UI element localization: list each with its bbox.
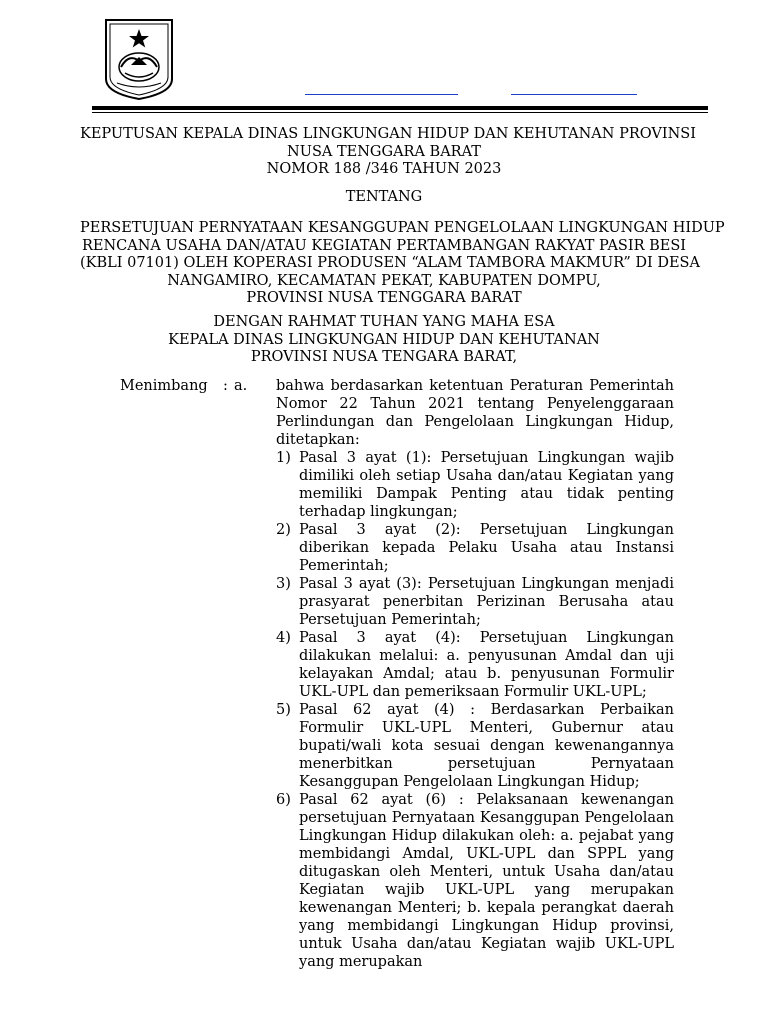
list-item-text: Pasal 62 ayat (6) : Pelaksanaan kewenangan persetujuan Pernyataan Kesanggupan Pengelolaan Lingkungan Hidup dilakukan oleh: a. pejabat yang membidangi Amdal, UKL-UPL dan SPPL yang ditugaskan oleh Menteri, untuk Usaha dan/atau Kegiatan wajib UKL-UPL yang merupakan kewenangan Menteri; b. kepala perangkat daerah yang membidangi Lingkungan Hidup provinsi, untuk Usaha dan/atau Kegiatan wajib UKL-UPL yang merupakan xyxy=(299,792,674,970)
preamble-line-2: KEPALA DINAS LINGKUNGAN HIDUP DAN KEHUTANAN xyxy=(168,331,600,348)
tentang-label: TENTANG xyxy=(345,189,423,205)
list-item-text: Pasal 3 ayat (2): Persetujuan Lingkungan diberikan kepada Pelaku Usaha atau Instansi Pemerintah; xyxy=(299,522,674,574)
subject-line-4: NANGAMIRO, KECAMATAN PEKAT, KABUPATEN DOMPU, xyxy=(167,272,601,289)
subject-line-3: (KBLI 07101) OLEH KOPERASI PRODUSEN “ALAM TAMBORA MAKMUR” DI DESA xyxy=(80,255,700,271)
list-item-text: Pasal 3 ayat (1): Persetujuan Lingkungan wajib dimiliki oleh setiap Usaha dan/atau Kegiatan yang memiliki Dampak Penting atau tidak penting terhadap lingkungan; xyxy=(299,450,674,520)
list-item-number: 4) xyxy=(276,630,291,646)
letterhead-rule-thick xyxy=(92,106,708,110)
list-item-number: 5) xyxy=(276,702,291,718)
list-item-number: 3) xyxy=(276,576,291,592)
preamble-line-1: DENGAN RAHMAT TUHAN YANG MAHA ESA xyxy=(213,314,555,330)
subject-line-2: RENCANA USAHA DAN/ATAU KEGIATAN PERTAMBANGAN RAKYAT PASIR BESI xyxy=(81,237,687,254)
subject-line-1: PERSETUJUAN PERNYATAAN KESANGGUPAN PENGELOLAAN LINGKUNGAN HIDUP xyxy=(80,220,725,236)
list-item-text: Pasal 3 ayat (3): Persetujuan Lingkungan menjadi prasyarat penerbitan Perizinan Berusaha atau Persetujuan Pemerintah; xyxy=(299,576,674,628)
list-item-text: Pasal 62 ayat (4) : Berdasarkan Perbaikan Formulir UKL-UPL Menteri, Gubernur atau bupati/wali kota sesuai dengan kewenangannya menerbitkan persetujuan Pernyataan Kesanggupan Pengelolaan Lingkungan Hidup; xyxy=(299,702,674,790)
tentang-heading xyxy=(80,189,688,207)
subject-line-5: PROVINSI NUSA TENGGARA BARAT xyxy=(246,290,522,306)
list-item xyxy=(276,521,674,575)
list-item xyxy=(276,701,674,791)
letterhead-link-line-1 xyxy=(305,94,458,95)
menimbang-colon: : xyxy=(223,378,228,394)
provincial-emblem-icon xyxy=(103,17,175,101)
menimbang-list xyxy=(276,449,674,971)
decree-title-line-2: NUSA TENGGARA BARAT xyxy=(287,143,481,160)
list-item-number: 6) xyxy=(276,792,291,808)
list-item xyxy=(276,575,674,629)
menimbang-label: Menimbang xyxy=(120,378,208,394)
decree-subject xyxy=(80,220,725,308)
menimbang-body xyxy=(276,377,674,971)
decree-number: NOMOR 188 /346 TAHUN 2023 xyxy=(266,161,502,177)
list-item xyxy=(276,629,674,701)
list-item-number: 1) xyxy=(276,450,291,466)
preamble xyxy=(80,314,688,367)
decree-title-line-1: KEPUTUSAN KEPALA DINAS LINGKUNGAN HIDUP DAN KEHUTANAN PROVINSI xyxy=(80,126,696,142)
decree-title xyxy=(80,126,696,179)
letterhead-rule-thin xyxy=(92,112,708,113)
list-item xyxy=(276,791,674,971)
menimbang-letter: a. xyxy=(234,378,248,394)
preamble-line-3: PROVINSI NUSA TENGARA BARAT, xyxy=(250,349,518,365)
list-item xyxy=(276,449,674,521)
list-item-text: Pasal 3 ayat (4): Persetujuan Lingkungan dilakukan melalui: a. penyusunan Amdal dan uji kelayakan Amdal; atau b. penyusunan Formulir UKL-UPL dan pemeriksaan Formulir UKL-UPL; xyxy=(299,630,674,700)
list-item-number: 2) xyxy=(276,522,291,538)
menimbang-intro: bahwa berdasarkan ketentuan Peraturan Pemerintah Nomor 22 Tahun 2021 tentang Penyelenggaraan Perlindungan dan Pengelolaan Lingkungan Hidup, ditetapkan: xyxy=(276,378,674,448)
letterhead-link-line-2 xyxy=(511,94,637,95)
